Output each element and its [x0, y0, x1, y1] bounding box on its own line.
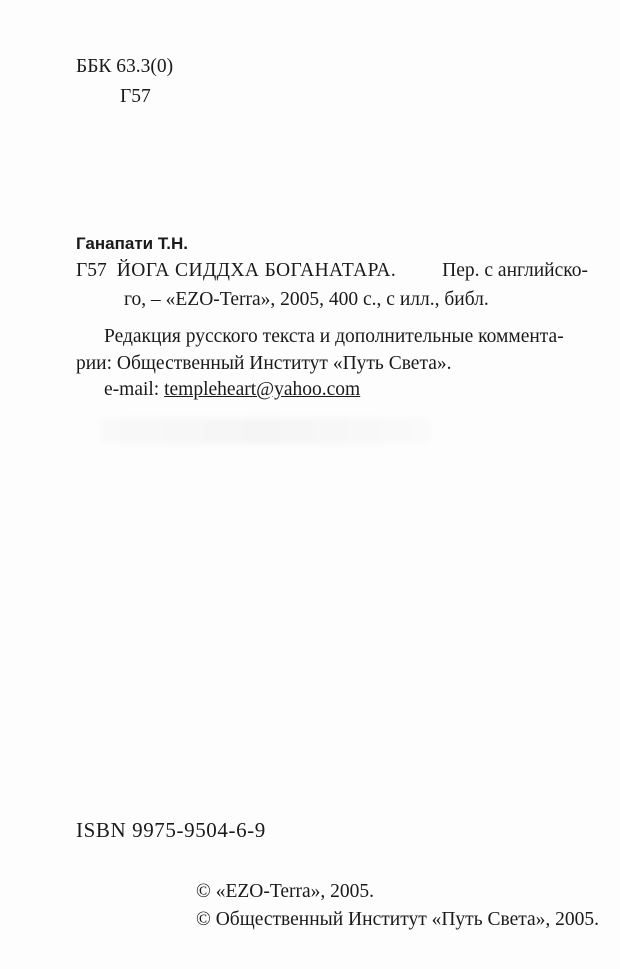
catalog-entry-continuation: Пер. с английско-: [442, 260, 588, 281]
catalog-author: Ганапати Т.Н.: [76, 234, 189, 253]
catalog-code: Г57: [76, 260, 107, 281]
email-label: e-mail:: [104, 379, 160, 400]
edition-note-line-2: рии: Общественный Институт «Путь Света».: [76, 353, 452, 374]
bbk-classification: ББК 63.3(0): [76, 56, 174, 77]
author-mark-code: Г57: [120, 86, 151, 107]
book-title: ЙОГА СИДДХА БОГАНАТАРА.: [116, 260, 397, 281]
scan-smudge: [100, 418, 430, 444]
edition-note-line-1: Редакция русского текста и дополнительные коммента-: [104, 326, 564, 347]
email-link[interactable]: templeheart@yahoo.com: [164, 379, 361, 400]
catalog-entry-line-1: [76, 259, 588, 283]
copyright-line-2: © Общественный Институт «Путь Света», 2005.: [196, 909, 600, 930]
copyright-line-1: © «EZO-Terra», 2005.: [196, 881, 375, 902]
catalog-entry-line-2: го, – «EZO-Terra», 2005, 400 с., с илл., библ.: [124, 289, 489, 310]
isbn-number: ISBN 9975-9504-6-9: [76, 818, 266, 842]
contact-email-line: [104, 378, 360, 402]
